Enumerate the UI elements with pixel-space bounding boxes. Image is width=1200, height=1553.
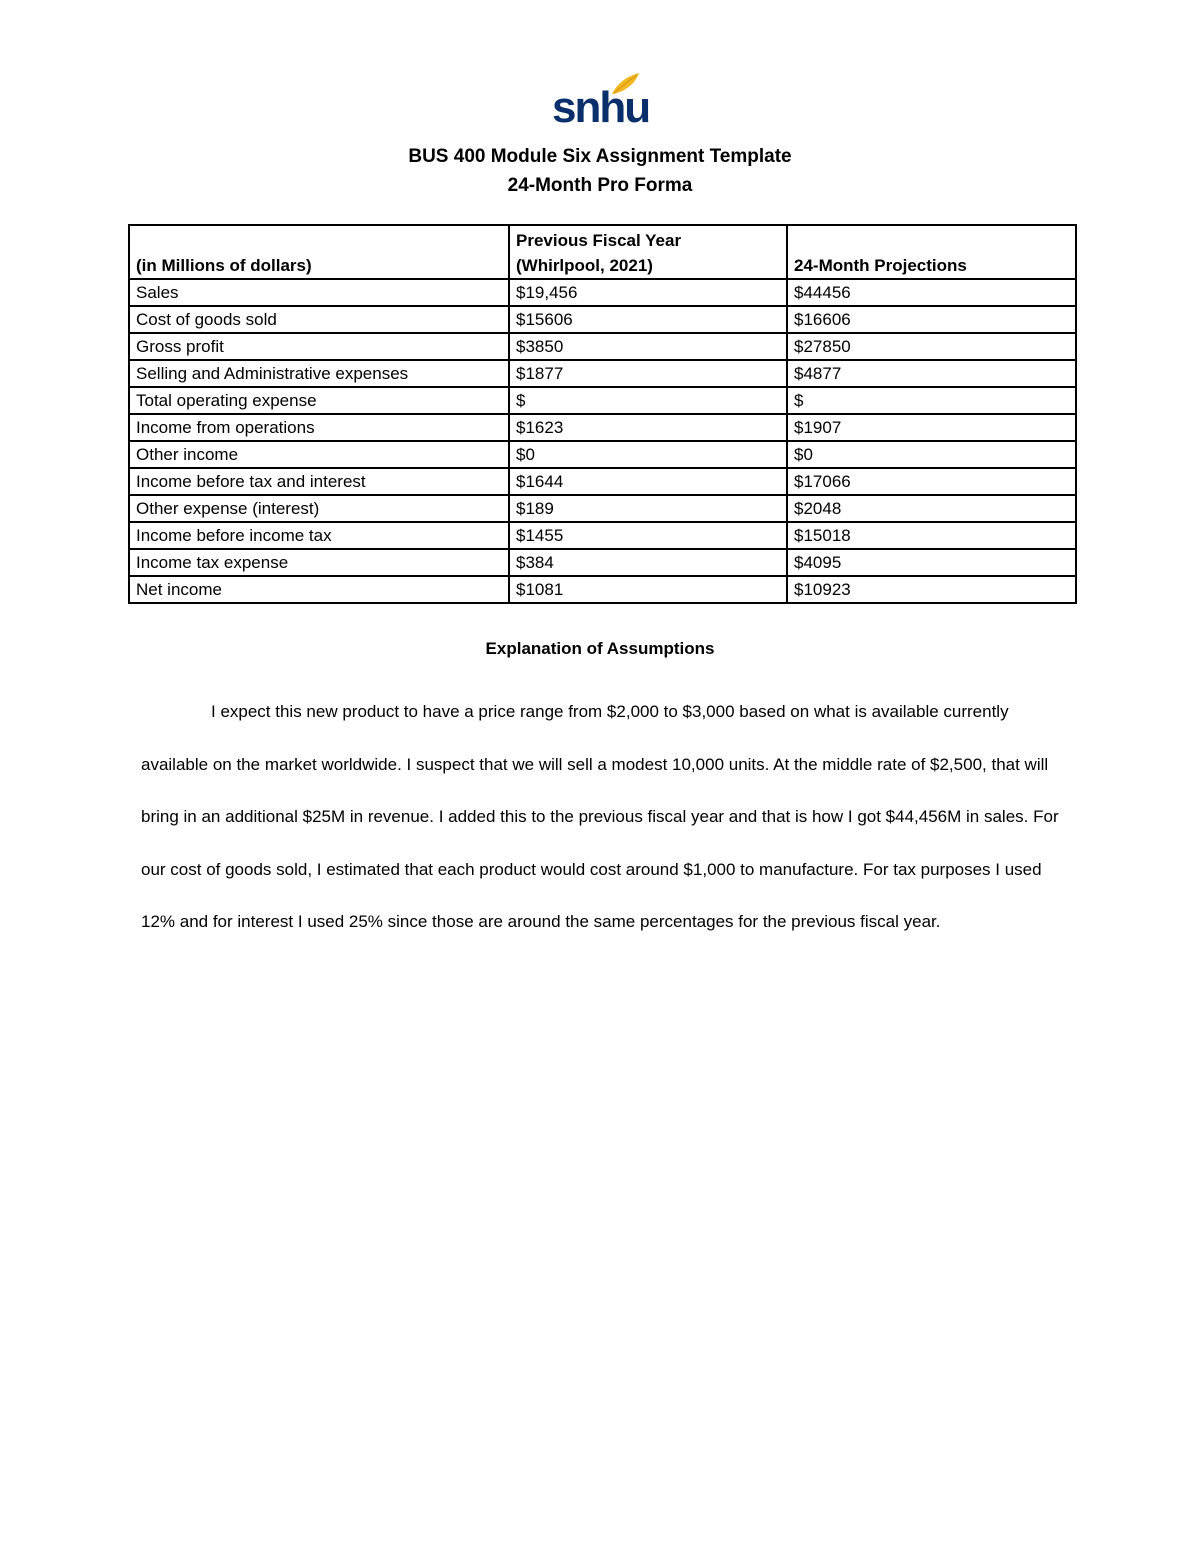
pro-forma-table (128, 224, 1077, 604)
header-units: (in Millions of dollars) (129, 225, 509, 279)
header-previous-line1: Previous Fiscal Year (516, 231, 682, 250)
row-label: Income tax expense (129, 549, 509, 576)
row-projection-value: $1907 (787, 414, 1076, 441)
row-projection-value: $17066 (787, 468, 1076, 495)
row-label: Income from operations (129, 414, 509, 441)
row-label: Sales (129, 279, 509, 306)
row-label: Gross profit (129, 333, 509, 360)
row-previous-value: $189 (509, 495, 787, 522)
table-row (129, 441, 1076, 468)
table-row (129, 360, 1076, 387)
row-projection-value: $15018 (787, 522, 1076, 549)
table-row (129, 414, 1076, 441)
table-row (129, 495, 1076, 522)
row-label: Selling and Administrative expenses (129, 360, 509, 387)
row-label: Cost of goods sold (129, 306, 509, 333)
table-header-row (129, 225, 1076, 279)
row-previous-value: $1877 (509, 360, 787, 387)
row-projection-value: $4877 (787, 360, 1076, 387)
row-previous-value: $1644 (509, 468, 787, 495)
row-label: Net income (129, 576, 509, 603)
row-projection-value: $0 (787, 441, 1076, 468)
table-row (129, 279, 1076, 306)
assumptions-heading: Explanation of Assumptions (485, 639, 715, 658)
snhu-logo (552, 72, 650, 134)
row-previous-value: $384 (509, 549, 787, 576)
table-row (129, 468, 1076, 495)
row-previous-value: $3850 (509, 333, 787, 360)
logo-wordmark: snhu (552, 83, 650, 132)
document-title: BUS 400 Module Six Assignment Template (408, 146, 792, 167)
table-row (129, 387, 1076, 414)
row-projection-value: $4095 (787, 549, 1076, 576)
table-row (129, 576, 1076, 603)
row-label: Other income (129, 441, 509, 468)
row-projection-value: $16606 (787, 306, 1076, 333)
row-projection-value: $10923 (787, 576, 1076, 603)
header-projections: 24-Month Projections (787, 225, 1076, 279)
table-row (129, 306, 1076, 333)
row-label: Income before tax and interest (129, 468, 509, 495)
row-label: Other expense (interest) (129, 495, 509, 522)
row-previous-value: $0 (509, 441, 787, 468)
table-row (129, 522, 1076, 549)
row-previous-value: $15606 (509, 306, 787, 333)
header-previous-fiscal-year (509, 225, 787, 279)
row-previous-value: $1455 (509, 522, 787, 549)
row-projection-value: $44456 (787, 279, 1076, 306)
document-subtitle: 24-Month Pro Forma (507, 175, 693, 196)
row-previous-value: $1623 (509, 414, 787, 441)
header-previous-line2: (Whirlpool, 2021) (516, 256, 653, 275)
row-previous-value: $ (509, 387, 787, 414)
row-previous-value: $1081 (509, 576, 787, 603)
table-row (129, 549, 1076, 576)
row-label: Total operating expense (129, 387, 509, 414)
row-projection-value: $ (787, 387, 1076, 414)
assumptions-paragraph: I expect this new product to have a price range from $2,000 to $3,000 based on what is available currently available on the market worldwide. I suspect that we will sell a modest 10,000 units. At the middle rate of $2,500, that will bring in an additional $25M in revenue. I added this to the previous fiscal year and that is how I got $44,456M in sales. For our cost of goods sold, I estimated that each product would cost around $1,000 to manufacture. For tax purposes I used 12% and for interest I used 25% since those are around the same percentages for the previous fiscal year. (141, 702, 1059, 931)
row-previous-value: $19,456 (509, 279, 787, 306)
row-projection-value: $2048 (787, 495, 1076, 522)
row-projection-value: $27850 (787, 333, 1076, 360)
table-row (129, 333, 1076, 360)
row-label: Income before income tax (129, 522, 509, 549)
